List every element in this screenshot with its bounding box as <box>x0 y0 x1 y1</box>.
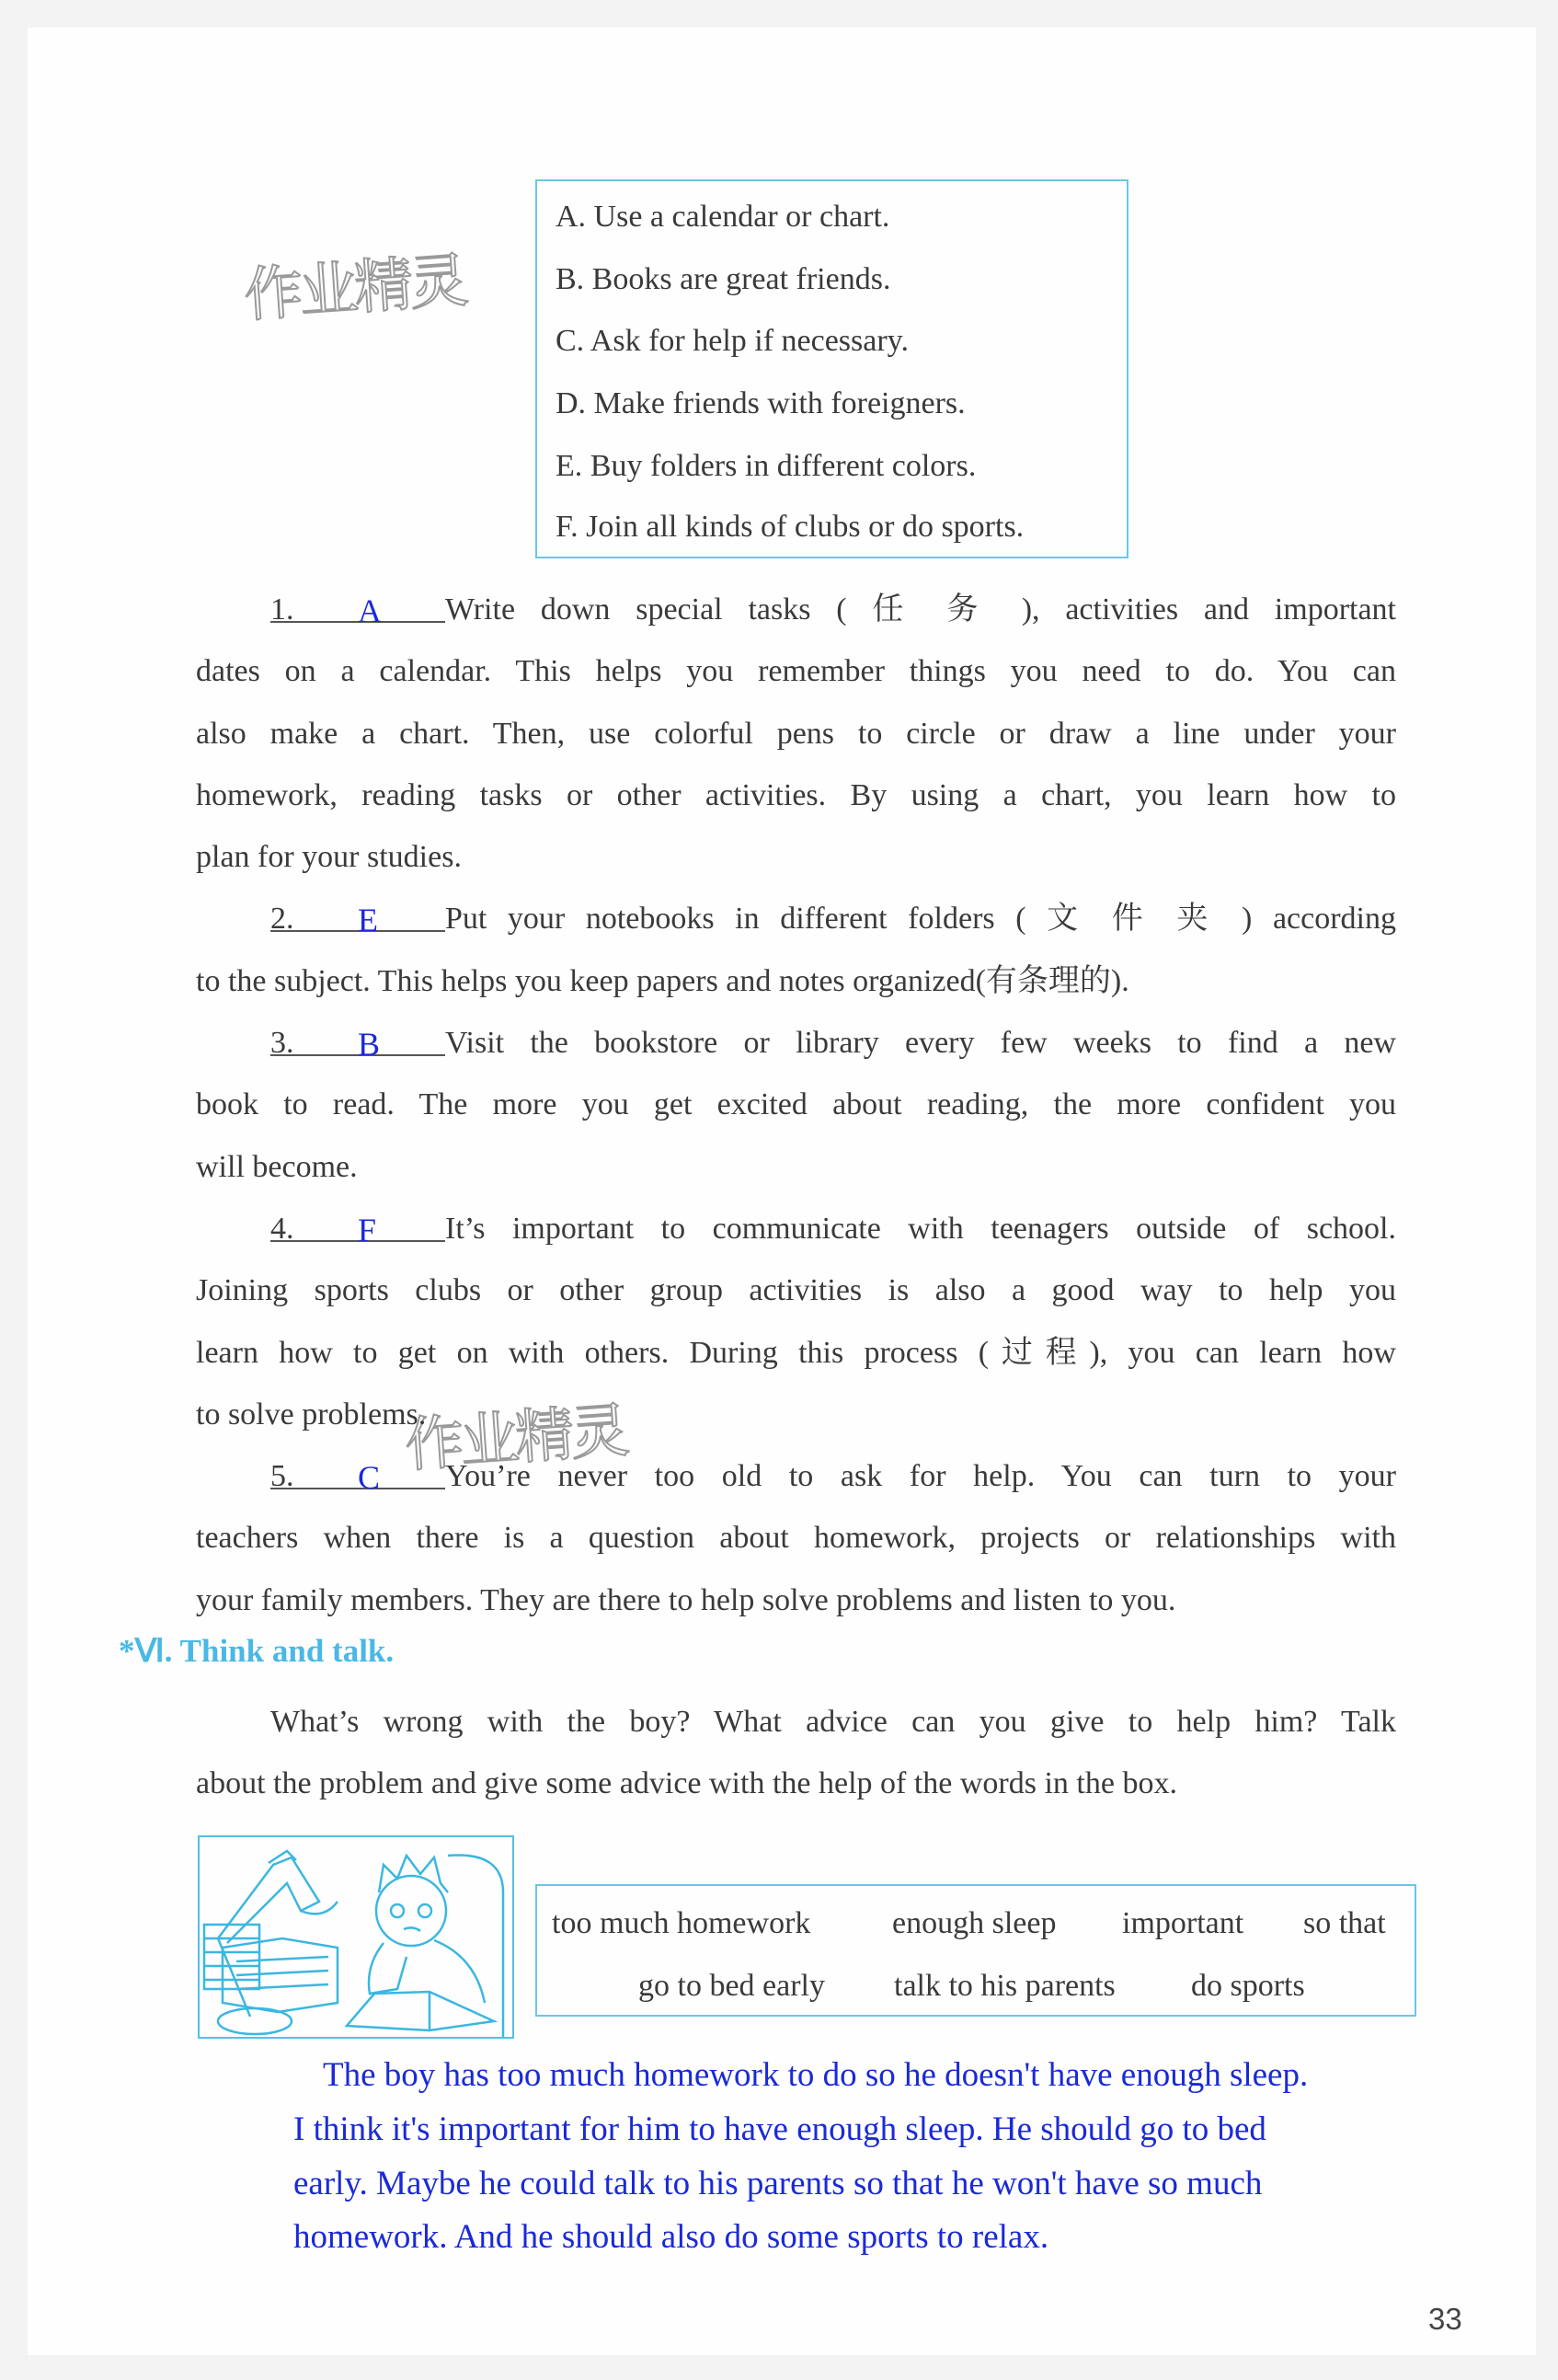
answer-line: homework. And he should also do some sports to relax. <box>293 2218 1049 2256</box>
question-number: 4. <box>270 1212 294 1246</box>
word-item: so that <box>1303 1906 1386 1940</box>
word-item: too much homework <box>552 1906 811 1940</box>
question-text-line: also make a chart. Then, use colorful pens to circle or draw a line under your <box>196 717 1396 751</box>
answer-letter: F <box>358 1212 377 1248</box>
answer-line: early. Maybe he could talk to his parents so that he won't have so much <box>293 2165 1263 2202</box>
question-text-line: homework, reading tasks or other activities. By using a chart, you learn how to <box>196 778 1396 812</box>
question-text: Put your notebooks in different folders ( 文 件 夹 ) according <box>445 902 1396 936</box>
option-e: E. Buy folders in different colors. <box>556 449 977 483</box>
question-text-line: learn how to get on with others. During this process (过程), you can learn how <box>196 1336 1396 1370</box>
answer-blank <box>270 1445 445 1507</box>
question-text-line: your family members. They are there to help solve problems and listen to you. <box>196 1583 1176 1617</box>
question-text-line: dates on a calendar. This helps you remember things you need to do. You can <box>196 654 1396 688</box>
instruction-line: What’s wrong with the boy? What advice can you give to help him? Talk <box>270 1705 1396 1739</box>
question-first-line <box>270 1012 1396 1074</box>
page-number: 33 <box>1428 2302 1462 2336</box>
options-box <box>535 179 1128 558</box>
question-first-line <box>270 888 1396 949</box>
answer-blank <box>270 888 445 949</box>
question-text-line: will become. <box>196 1150 358 1184</box>
answer-letter: E <box>358 902 378 938</box>
question-number: 3. <box>270 1026 294 1060</box>
answer-blank <box>270 1012 445 1074</box>
word-item: enough sleep <box>892 1906 1057 1940</box>
question-number: 1. <box>270 592 294 627</box>
instruction-line: about the problem and give some advice with the help of the words in the box. <box>196 1766 1177 1800</box>
question-text-line: teachers when there is a question about homework, projects or relationships with <box>196 1521 1396 1555</box>
option-a: A. Use a calendar or chart. <box>556 200 890 234</box>
answer-line: I think it's important for him to have enough sleep. He should go to bed <box>293 2110 1266 2148</box>
word-item: go to bed early <box>638 1969 825 2003</box>
question-text: It’s important to communicate with teenagers outside of school. <box>445 1212 1396 1246</box>
option-d: D. Make friends with foreigners. <box>556 386 966 420</box>
section-heading: *Ⅵ. Think and talk. <box>119 1633 395 1669</box>
question-first-line <box>270 1198 1396 1259</box>
boy-studying-illustration <box>198 1835 514 2039</box>
question-text-line: Joining sports clubs or other group activities is also a good way to help you <box>196 1273 1396 1307</box>
question-text: Write down special tasks ( 任 务 ), activities and important <box>445 592 1396 627</box>
answer-letter: B <box>358 1026 381 1063</box>
word-bank-box <box>535 1884 1416 2017</box>
question-text-line: to solve problems. <box>196 1397 427 1431</box>
watermark: 作业精灵 <box>403 1397 628 1481</box>
option-c: C. Ask for help if necessary. <box>556 324 909 358</box>
question-text-line: book to read. The more you get excited about reading, the more confident you <box>196 1087 1396 1121</box>
question-first-line <box>270 579 1396 640</box>
question-number: 5. <box>270 1459 294 1493</box>
question-text-line: plan for your studies. <box>196 840 462 874</box>
word-item: important <box>1122 1906 1244 1940</box>
answer-letter: A <box>358 592 382 629</box>
answer-letter: C <box>358 1459 381 1496</box>
word-item: talk to his parents <box>894 1969 1116 2003</box>
question-number: 2. <box>270 902 294 936</box>
answer-blank <box>270 1198 445 1259</box>
question-text: You’re never too old to ask for help. You can turn to your <box>445 1459 1396 1493</box>
answer-blank <box>270 579 445 640</box>
question-first-line <box>270 1445 1396 1507</box>
option-f: F. Join all kinds of clubs or do sports. <box>556 510 1025 544</box>
question-text-line: to the subject. This helps you keep papers and notes organized(有条理的). <box>196 964 1129 998</box>
watermark: 作业精灵 <box>242 247 467 331</box>
question-text: Visit the bookstore or library every few weeks to find a new <box>445 1026 1396 1060</box>
word-item: do sports <box>1191 1969 1305 2003</box>
answer-line: The boy has too much homework to do so he doesn't have enough sleep. <box>323 2056 1309 2094</box>
option-b: B. Books are great friends. <box>556 262 891 296</box>
